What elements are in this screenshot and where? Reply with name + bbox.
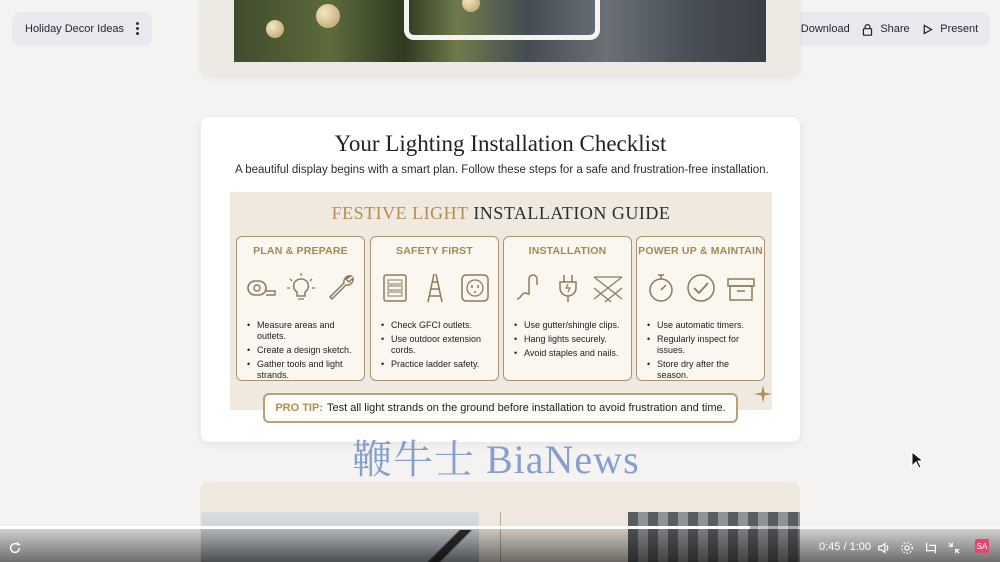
list-item: • Use automatic timers. [647,320,758,331]
wrench-icon [324,271,358,305]
card-list [247,320,358,384]
share-label: Share [880,23,910,35]
present-label: Present [940,23,979,35]
list-item: • Regularly inspect for issues. [647,334,758,356]
pro-tip-text: Test all light strands on the ground before installation to avoid frustration and time. [326,402,726,414]
watermark: 鞭牛士 BiaNews [352,437,640,482]
timer-icon [644,271,678,305]
settings-icon[interactable] [900,541,914,555]
ladder-icon [418,271,452,305]
slide-title: Your Lighting Installation Checklist [334,131,667,156]
current-slide[interactable] [201,117,800,442]
download-label: Download [800,23,850,35]
picture-in-picture-icon[interactable] [924,541,938,555]
card-heading: INSTALLATION [528,245,607,257]
play-icon [921,23,934,36]
more-options-icon[interactable] [136,22,140,36]
list-item: • Use outdoor extension cords. [381,334,492,356]
pro-tip-banner [263,393,738,423]
card-heading: PLAN & PREPARE [253,245,348,257]
previous-slide[interactable] [200,0,800,76]
player-controls [0,529,1000,562]
lightbulb-icon [284,271,318,305]
card-power-up-maintain [636,236,765,381]
card-safety-first [370,236,499,381]
list-item: • Check GFCI outlets. [381,320,492,331]
outlet-icon [458,271,492,305]
list-item: • Store dry after the season. [647,359,758,381]
header-actions [770,12,990,46]
list-item: • Avoid staples and nails. [514,348,625,359]
document-title-chip[interactable] [12,12,152,46]
card-heading: SAFETY FIRST [396,245,473,257]
window-ledge [404,0,600,40]
list-item: • Hang lights securely. [514,334,625,345]
guide-title-gold: FESTIVE LIGHT [331,203,469,223]
share-button[interactable] [861,23,909,36]
list-item: • Practice ladder safety. [381,359,492,370]
card-plan-prepare [236,236,365,381]
lock-icon [861,23,874,36]
pro-tip-label: PRO TIP: [275,402,323,414]
present-button[interactable] [921,23,978,36]
tape-measure-icon [244,271,278,305]
list-item: • Gather tools and light strands. [247,359,358,381]
wreath-photo [234,0,766,62]
net-lights-icon [591,271,625,305]
mouse-cursor-icon [911,451,923,469]
card-installation [503,236,632,381]
time-display: 0:45 / 1:00 [819,541,871,553]
sparkle-icon [754,385,772,403]
document-title: Holiday Decor Ideas [25,23,125,35]
card-heading: POWER UP & MAINTAIN [638,245,763,257]
ornament [266,20,284,38]
clip-icon [511,271,545,305]
guide-title [230,203,772,224]
guide-title-dark: INSTALLATION GUIDE [473,203,671,223]
storage-box-icon [724,271,758,305]
checkmark-icon [684,271,718,305]
list-item: • Use gutter/shingle clips. [514,320,625,331]
list-item: • Measure areas and outlets. [247,320,358,342]
plug-icon [551,271,585,305]
exit-fullscreen-icon[interactable] [947,541,961,555]
replay-icon[interactable] [8,541,22,555]
card-list [647,320,758,384]
card-list [514,320,625,362]
gfci-outlet-icon [378,271,412,305]
installation-guide-infographic [230,192,772,414]
list-item: • Create a design sketch. [247,345,358,356]
card-list [381,320,492,373]
ornament [316,4,340,28]
brand-badge[interactable]: SA [975,539,989,553]
volume-icon[interactable] [877,541,891,555]
slide-subtitle: A beautiful display begins with a smart plan. Follow these steps for a safe and frustration-free installation. [235,164,769,176]
